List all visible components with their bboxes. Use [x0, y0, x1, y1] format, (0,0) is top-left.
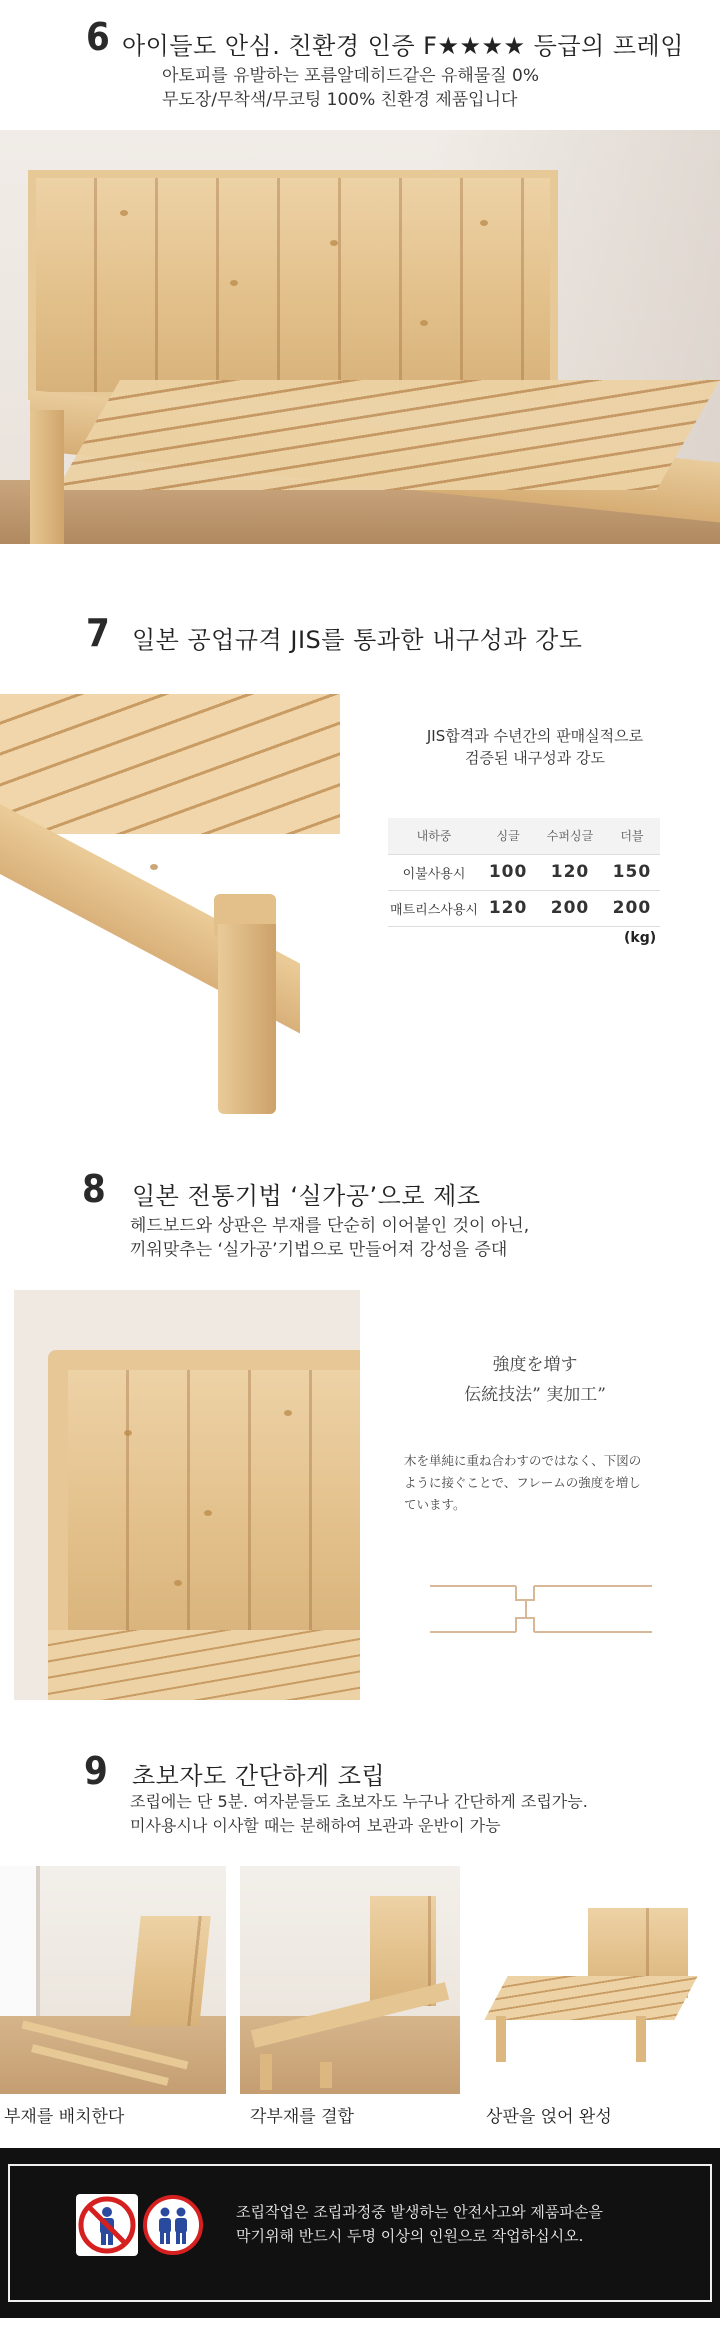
section-7-title: 일본 공업규격 JIS를 통과한 내구성과 강도 — [132, 626, 583, 654]
step-photo-1 — [0, 1866, 226, 2094]
row-value: 200 — [536, 890, 604, 926]
table-unit: (kg) — [624, 930, 657, 946]
jp-heading — [400, 1350, 670, 1410]
section-7-caption — [404, 725, 666, 769]
table-header-cell: 싱글 — [480, 818, 536, 854]
safety-notice-line2: 막기위해 반드시 두명 이상의 인원으로 작업하십시오. — [236, 2227, 584, 2245]
section-8-title: 일본 전통기법 ‘실가공’으로 제조 — [132, 1182, 481, 1210]
prohibit-single-worker-icon — [76, 2194, 138, 2256]
safety-notice-line1: 조립작업은 조립과정중 발생하는 안전사고와 제품파손을 — [236, 2203, 603, 2221]
jp-heading-line1: 強度を増す — [492, 1355, 578, 1375]
two-workers-icon — [142, 2194, 204, 2256]
section-6-line1: 아토피를 유발하는 포름알데히드같은 유해물질 0% — [162, 66, 540, 86]
table-row — [388, 890, 660, 926]
jp-body-line1: 木を単純に重ね合わすのではなく、下図の — [404, 1453, 642, 1468]
load-capacity-table — [388, 818, 660, 927]
step-photo-2 — [240, 1866, 460, 2094]
safety-notice-box — [0, 2148, 720, 2318]
section-7-caption-line2: 검증된 내구성과 강도 — [465, 749, 605, 767]
jp-body — [404, 1450, 694, 1516]
jp-body-line2: ように接ぐことで、フレームの強度を増し — [404, 1475, 641, 1490]
jp-body-line3: ています。 — [404, 1497, 466, 1512]
jp-heading-line2: 伝統技法” 実加工” — [464, 1385, 606, 1405]
section-9-line2: 미사용시나 이사할 때는 분해하여 보관과 운반이 가능 — [130, 1816, 501, 1835]
row-value: 120 — [480, 890, 536, 926]
table-header-cell: 더블 — [604, 818, 660, 854]
section-9-line1: 조립에는 단 5분. 여자분들도 초보자도 누구나 간단하게 조립가능. — [130, 1792, 588, 1811]
section-number-7: 7 — [86, 611, 110, 655]
row-value: 100 — [480, 854, 536, 890]
section-6-title: 아이들도 안심. 친환경 인증 F★★★★ 등급의 프레임 — [122, 32, 684, 60]
section-number-8: 8 — [82, 1167, 106, 1211]
tongue-groove-joint-diagram — [430, 1580, 652, 1638]
section-7-caption-line1: JIS합격과 수년간의 판매실적으로 — [426, 727, 644, 745]
safety-notice-text — [236, 2200, 603, 2248]
section-number-6: 6 — [86, 15, 110, 59]
section-9-title: 초보자도 간단하게 조립 — [132, 1762, 386, 1790]
step-photo-3 — [476, 1866, 706, 2094]
section-number-9: 9 — [84, 1749, 108, 1793]
step-label-3: 상판을 얹어 완성 — [486, 2107, 612, 2127]
section-6-line2: 무도장/무착색/무코팅 100% 친환경 제품입니다 — [162, 90, 518, 110]
bed-corner-photo — [0, 694, 340, 1114]
row-value: 150 — [604, 854, 660, 890]
step-label-1: 부재를 배치한다 — [4, 2107, 125, 2127]
table-header-row — [388, 818, 660, 854]
table-row — [388, 854, 660, 890]
section-8-line1: 헤드보드와 상판은 부재를 단순히 이어붙인 것이 아닌, — [130, 1216, 530, 1236]
table-header-cell: 내하중 — [388, 818, 480, 854]
row-value: 120 — [536, 854, 604, 890]
row-label: 매트리스사용시 — [388, 890, 480, 926]
table-header-cell: 수퍼싱글 — [536, 818, 604, 854]
row-value: 200 — [604, 890, 660, 926]
headboard-closeup-photo — [14, 1290, 360, 1700]
bed-headboard-photo — [0, 130, 720, 544]
step-label-2: 각부재를 결합 — [250, 2107, 354, 2127]
row-label: 이불사용시 — [388, 854, 480, 890]
section-8-line2: 끼워맞추는 ‘실가공’기법으로 만들어져 강성을 증대 — [130, 1240, 508, 1260]
